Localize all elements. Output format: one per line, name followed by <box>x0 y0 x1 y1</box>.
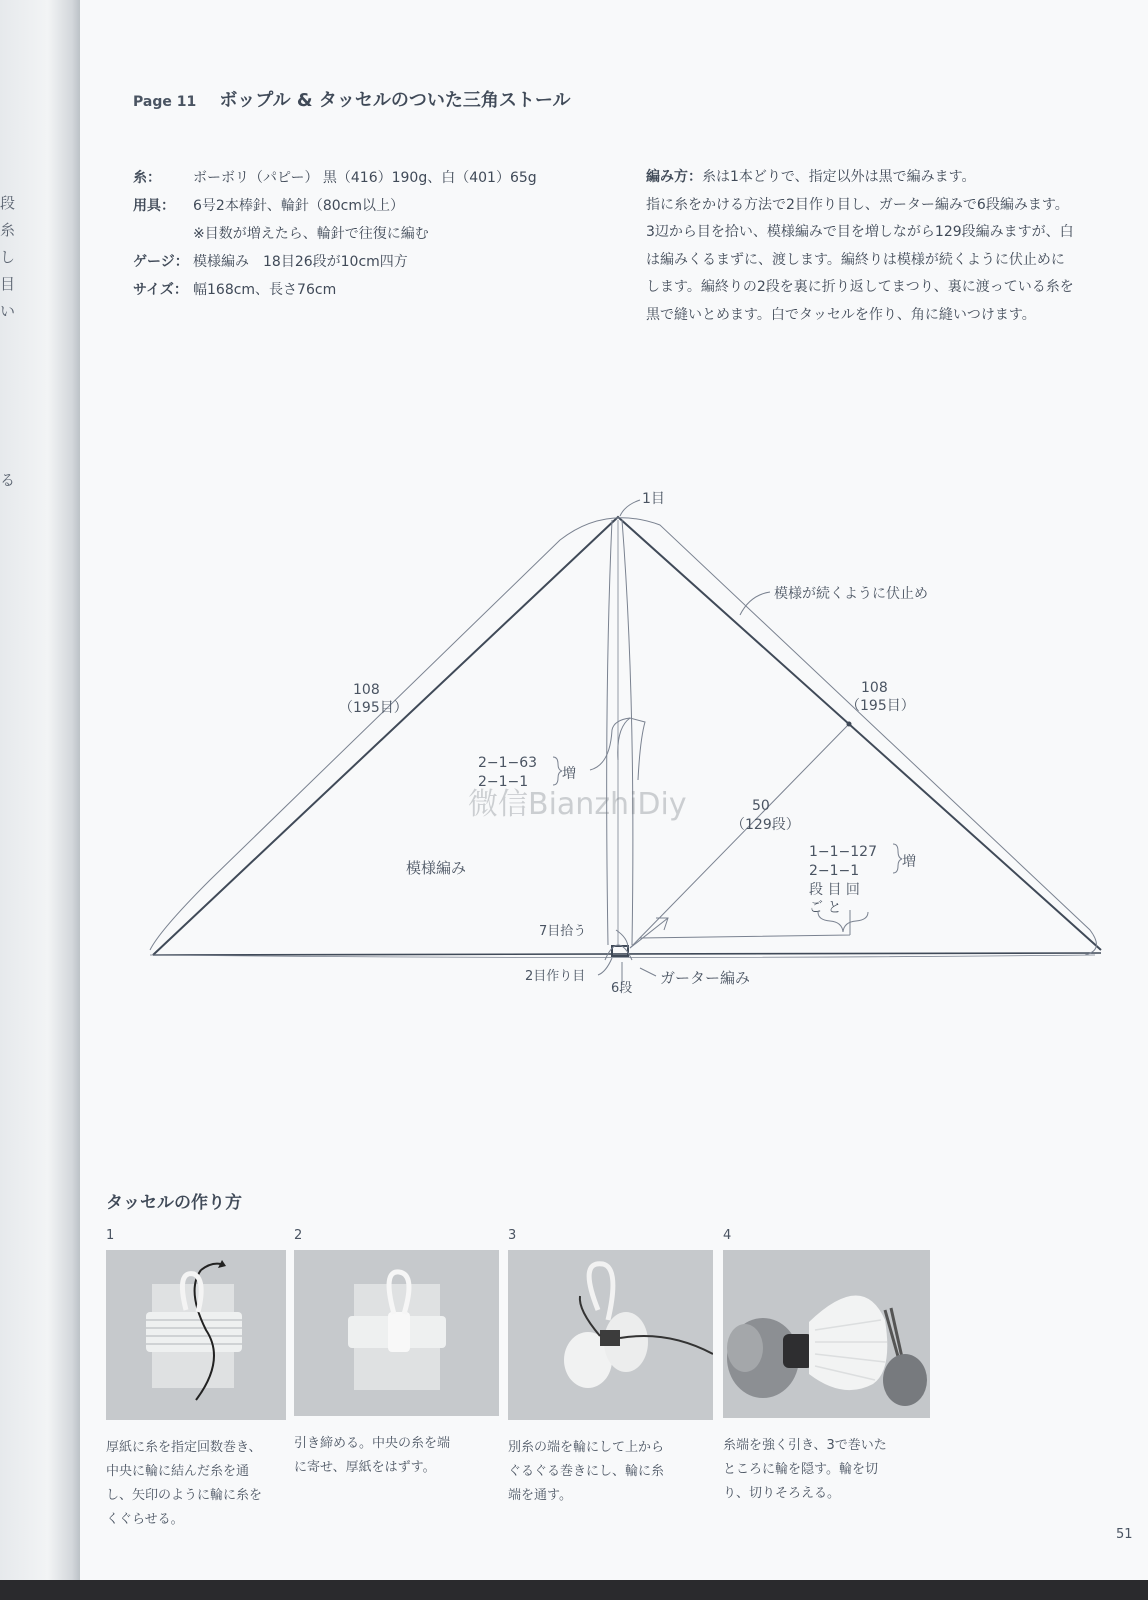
left-page-fragment: 糸 <box>0 221 16 239</box>
leader-line <box>740 592 770 615</box>
step-photo-illustration <box>723 1250 930 1418</box>
method-key: 編み方： <box>646 169 702 185</box>
method-line: します。編終りの2段を裏に折り返してまつり、裏に渡っている糸を <box>646 279 1074 295</box>
spec-key: 用具： <box>133 198 175 214</box>
step-text: 引き締める。中央の糸を端 に寄せ、厚紙をはずす。 <box>294 1436 451 1475</box>
step-photo <box>723 1250 930 1418</box>
page-number: 51 <box>1116 1527 1133 1542</box>
label-right-inc-every: ご と <box>809 900 842 916</box>
label-right-side-cm: 108 <box>861 680 888 696</box>
label-center-inc: 増 <box>562 766 576 782</box>
left-page-fragment: 目 <box>0 275 16 293</box>
tassel-step-1 <box>106 1228 286 1532</box>
method-line: 指に糸をかける方法で2目作り目し、ガーター編みで6段編みます。 <box>646 196 1069 213</box>
step-photo-illustration <box>106 1250 286 1420</box>
label-top-stitch: 1目 <box>642 491 665 507</box>
label-rows: 6段 <box>611 981 633 996</box>
tassel-step-3 <box>508 1228 713 1508</box>
spec-value: 幅168cm、長さ76cm <box>193 282 337 298</box>
label-center-inc-1: 2−1−63 <box>478 755 538 771</box>
label-center-inc-2: 2−1−1 <box>478 774 529 790</box>
spec-value: ※目数が増えたら、輪針で往復に編む <box>193 226 429 242</box>
label-bindoff: 模様が続くように伏止め <box>774 586 928 602</box>
label-pattern: 模様編み <box>406 859 467 877</box>
label-garter: ガーター編み <box>660 969 751 987</box>
step-photo <box>508 1250 713 1420</box>
center-spine <box>607 520 612 945</box>
step-photo-illustration <box>508 1250 713 1420</box>
step-text: 糸端を強く引き、3で巻いた ところに輪を隠す。輪を切 り、切りそろえる。 <box>723 1438 887 1501</box>
step-text: 別糸の端を輪にして上から ぐるぐる巻きにし、輪に糸 端を通す。 <box>508 1440 665 1503</box>
left-page-fragment: る <box>0 471 16 489</box>
label-pickup: 7目拾う <box>539 924 587 939</box>
spec-key: ゲージ： <box>133 254 189 270</box>
leader-line <box>640 968 656 976</box>
label-right-inc-1: 1−1−127 <box>809 844 877 860</box>
center-spine-bracket <box>590 718 630 770</box>
step-number: 2 <box>294 1228 303 1243</box>
method-text: 糸は1本どりで、指定以外は黒で編みます。 <box>702 169 976 185</box>
tassel-step-2 <box>294 1228 499 1480</box>
shawl-outline <box>153 517 1101 955</box>
leader-line <box>620 500 640 516</box>
step-number: 1 <box>106 1228 115 1243</box>
page-reference: Page 11 <box>133 94 197 110</box>
label-left-side-sts: （195目） <box>339 700 408 716</box>
left-page-fragment: い <box>0 302 16 320</box>
label-right-inc: 増 <box>902 854 916 870</box>
tassel-heading: タッセルの作り方 <box>106 1193 242 1213</box>
label-right-inc-2: 2−1−1 <box>809 863 860 879</box>
pattern-title: ボップル & タッセルのついた三角ストール <box>219 90 571 111</box>
spec-value: ボーボリ（パピー） 黒（416）190g、白（401）65g <box>193 170 537 186</box>
dimension-arc <box>150 518 1096 955</box>
spec-value: 6号2本棒針、輪針（80cm以上） <box>193 198 404 214</box>
direction-arrow <box>630 918 668 948</box>
label-right-inc-cols: 段 目 回 <box>809 882 860 898</box>
step-number: 3 <box>508 1228 517 1243</box>
spec-key: 糸： <box>133 170 161 186</box>
method-line: 黒で縫いとめます。白でタッセルを作り、角に縫いつけます。 <box>646 306 1036 323</box>
label-left-side-cm: 108 <box>353 682 380 698</box>
height-marker <box>847 722 852 727</box>
label-right-side-sts: （195目） <box>846 698 915 714</box>
spec-value: 模様編み 18目26段が10cm四方 <box>193 254 408 270</box>
method-line: 3辺から目を拾い、模様編みで目を増しながら129段編みますが、白 <box>646 224 1074 240</box>
left-page-fragment: 段 <box>0 194 16 212</box>
step-photo <box>294 1250 499 1416</box>
step-photo-illustration <box>294 1250 499 1416</box>
label-height-cm: 50 <box>752 798 770 814</box>
step-photo <box>106 1250 286 1420</box>
brace <box>893 844 902 873</box>
step-number: 4 <box>723 1228 732 1243</box>
method-line: は編みくるまずに、渡します。編終りは模様が続くように伏止めに <box>646 251 1065 268</box>
center-spine <box>622 520 633 945</box>
label-height-rows: （129段） <box>731 817 800 833</box>
step-text: 厚紙に糸を指定回数巻き、 中央に輪に結んだ糸を通 し、矢印のように輪に糸を くぐらせる。 <box>106 1440 263 1527</box>
leader-line <box>598 958 612 975</box>
label-cast-on: 2目作り目 <box>525 969 586 984</box>
watermark: 微信BianzhiDiy <box>468 787 687 822</box>
tassel-step-4 <box>723 1228 930 1506</box>
left-page-fragment: し <box>0 248 16 266</box>
spec-key: サイズ： <box>133 282 188 298</box>
